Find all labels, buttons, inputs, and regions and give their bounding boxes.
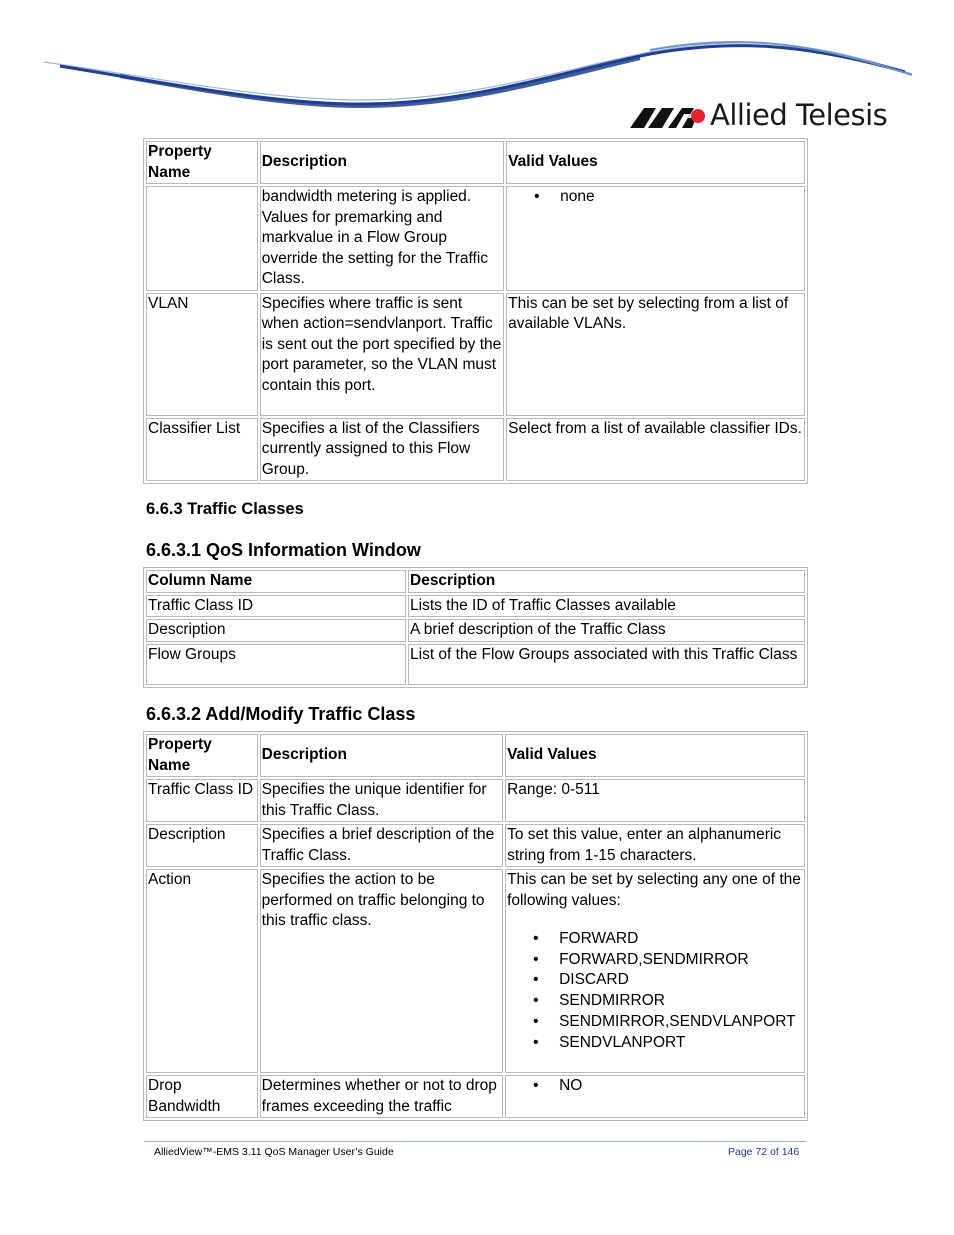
table-row bbox=[146, 644, 805, 685]
list-item: • SENDMIRROR bbox=[559, 991, 803, 1012]
table-header-row bbox=[146, 734, 805, 777]
valid-values-cell: To set this value, enter an alphanumeric string from 1-15 characters. bbox=[505, 824, 805, 867]
table-row bbox=[146, 186, 805, 291]
list-item: • FORWARD,SENDMIRROR bbox=[559, 950, 803, 971]
section-heading-add-modify-traffic-class: 6.6.3.2 Add/Modify Traffic Class bbox=[146, 704, 416, 724]
flow-group-properties-table bbox=[143, 138, 808, 484]
description-cell: List of the Flow Groups associated with this Traffic Class bbox=[408, 644, 805, 685]
description-cell: Specifies a list of the Classifiers currently assigned to this Flow Group. bbox=[260, 418, 504, 482]
column-header: Description bbox=[408, 570, 805, 593]
table-row bbox=[146, 1075, 805, 1118]
description-cell: bandwidth metering is applied. Values for premarking and markvalue in a Flow Group override the setting for the Traffic Class. bbox=[260, 186, 504, 291]
column-header: Property Name bbox=[146, 141, 258, 184]
property-name-cell: Classifier List bbox=[146, 418, 258, 482]
table-row bbox=[146, 418, 805, 482]
valid-values-cell bbox=[506, 186, 805, 291]
property-name-cell: Action bbox=[146, 869, 258, 1073]
valid-values-list bbox=[507, 929, 803, 1053]
list-item: • SENDMIRROR,SENDVLANPORT bbox=[559, 1012, 803, 1033]
description-cell: Lists the ID of Traffic Classes available bbox=[408, 595, 805, 618]
valid-values-intro: This can be set by selecting any one of the following values: bbox=[507, 871, 801, 909]
footer-document-title: AlliedView™-EMS 3.11 QoS Manager User’s Guide bbox=[154, 1146, 394, 1158]
valid-values-cell: This can be set by selecting from a list of available VLANs. bbox=[506, 293, 805, 416]
column-name-cell: Flow Groups bbox=[146, 644, 406, 685]
table-row bbox=[146, 824, 805, 867]
valid-values-list bbox=[507, 1076, 803, 1097]
valid-values-cell bbox=[505, 1075, 805, 1118]
list-item: • FORWARD bbox=[559, 929, 803, 950]
table-header-row bbox=[146, 570, 805, 593]
property-name-cell: Traffic Class ID bbox=[146, 779, 258, 822]
column-header: Description bbox=[260, 734, 503, 777]
description-cell: A brief description of the Traffic Class bbox=[408, 619, 805, 642]
property-name-cell: Description bbox=[146, 824, 258, 867]
table-row bbox=[146, 869, 805, 1073]
section-heading-traffic-classes: 6.6.3 Traffic Classes bbox=[146, 500, 304, 518]
valid-values-cell: Select from a list of available classifier IDs. bbox=[506, 418, 805, 482]
property-name-cell: VLAN bbox=[146, 293, 258, 416]
table-header-row bbox=[146, 141, 805, 184]
description-cell: Specifies where traffic is sent when action=sendvlanport. Traffic is sent out the port specified by the port parameter, so the VLAN must contain this port. bbox=[260, 293, 504, 416]
valid-values-cell bbox=[505, 869, 805, 1073]
column-header: Valid Values bbox=[506, 141, 805, 184]
column-name-cell: Traffic Class ID bbox=[146, 595, 406, 618]
list-item: • SENDVLANPORT bbox=[559, 1033, 803, 1054]
section-heading-qos-information-window: 6.6.3.1 QoS Information Window bbox=[146, 540, 421, 560]
traffic-class-properties-table bbox=[143, 731, 808, 1121]
column-header: Description bbox=[260, 141, 504, 184]
table-row bbox=[146, 779, 805, 822]
table-row bbox=[146, 293, 805, 416]
property-name-cell: Drop Bandwidth bbox=[146, 1075, 258, 1118]
valid-values-cell: Range: 0-511 bbox=[505, 779, 805, 822]
valid-values-list bbox=[508, 187, 803, 208]
column-header: Property Name bbox=[146, 734, 258, 777]
list-item: • none bbox=[560, 187, 803, 208]
property-name-cell bbox=[146, 186, 258, 291]
column-header: Column Name bbox=[146, 570, 406, 593]
qos-information-window-table bbox=[143, 567, 808, 688]
list-item: • NO bbox=[559, 1076, 803, 1097]
footer-page-number: Page 72 of 146 bbox=[728, 1146, 800, 1158]
brand-name: Allied Telesis bbox=[710, 98, 888, 132]
table-row bbox=[146, 595, 805, 618]
column-name-cell: Description bbox=[146, 619, 406, 642]
footer-divider bbox=[144, 1141, 806, 1142]
description-cell: Determines whether or not to drop frames exceeding the traffic bbox=[260, 1075, 503, 1118]
list-item: • DISCARD bbox=[559, 970, 803, 991]
description-cell: Specifies a brief description of the Traffic Class. bbox=[260, 824, 503, 867]
description-cell: Specifies the unique identifier for this Traffic Class. bbox=[260, 779, 503, 822]
table-row bbox=[146, 619, 805, 642]
column-header: Valid Values bbox=[505, 734, 805, 777]
description-cell: Specifies the action to be performed on traffic belonging to this traffic class. bbox=[260, 869, 503, 1073]
